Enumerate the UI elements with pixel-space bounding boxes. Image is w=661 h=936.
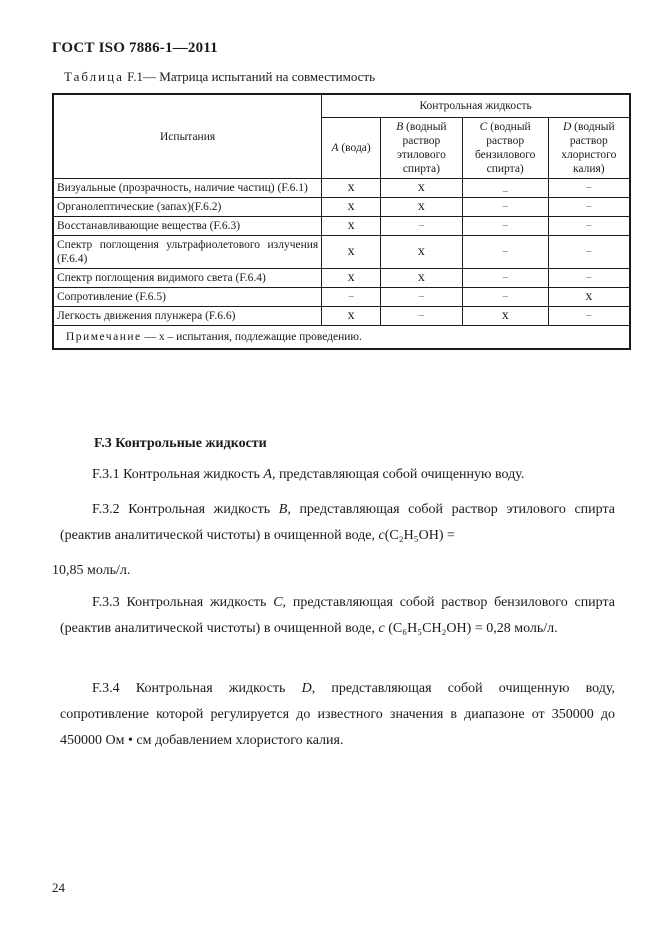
cell-a: x (322, 307, 381, 326)
column-header-c: C (водный раствор бензилового спирта) (462, 118, 548, 179)
table-row (53, 179, 630, 198)
table-row (53, 198, 630, 217)
cell-c: – (462, 236, 548, 269)
cell-b: x (381, 236, 463, 269)
cell-d: – (548, 217, 630, 236)
test-name-cell: Легкость движения плунжера (F.6.6) (53, 307, 322, 326)
table-row (53, 236, 630, 269)
column-header-d: D (водный раствор хлористого калия) (548, 118, 630, 179)
paragraph-f32-value: 10,85 моль/л. (52, 563, 131, 578)
cell-b: x (381, 179, 463, 198)
paragraph-f32: F.3.2 Контрольная жидкость B, представляющая собой раствор этилового спирта (реактив аналитической чистоты) в очищенной воде, c(C₂H₅OH) = (60, 502, 615, 543)
cell-d: – (548, 198, 630, 217)
table-body (53, 179, 630, 326)
cell-a: – (322, 288, 381, 307)
cell-c: – (462, 217, 548, 236)
test-name-cell: Восстанавливающие вещества (F.6.3) (53, 217, 322, 236)
table-caption-text: F.1— Матрица испытаний на совместимость (127, 69, 376, 84)
cell-b: x (381, 269, 463, 288)
cell-c: – (462, 269, 548, 288)
cell-c: _ (462, 179, 548, 198)
cell-a: x (322, 198, 381, 217)
cell-b: – (381, 217, 463, 236)
test-name-cell: Сопротивление (F.6.5) (53, 288, 322, 307)
test-name-cell: Спектр поглощения видимого света (F.6.4) (53, 269, 322, 288)
table-row (53, 288, 630, 307)
column-header-control-liquid: Контрольная жидкость (322, 94, 630, 118)
section-title: F.3 Контрольные жидкости (94, 436, 267, 451)
cell-b: – (381, 288, 463, 307)
table-row (53, 307, 630, 326)
cell-a: x (322, 179, 381, 198)
document-header: ГОСТ ISO 7886-1—2011 (52, 40, 218, 56)
test-name-cell: Спектр поглощения ультрафиолетового излучения (F.6.4) (53, 236, 322, 269)
cell-b: x (381, 198, 463, 217)
cell-a: x (322, 217, 381, 236)
cell-c: x (462, 307, 548, 326)
table-row (53, 269, 630, 288)
compatibility-matrix-table (52, 93, 631, 350)
table-header-row (53, 94, 630, 118)
test-name-cell: Визуальные (прозрачность, наличие частиц) (F.6.1) (53, 179, 322, 198)
column-header-a: A (вода) (322, 118, 381, 179)
cell-d: – (548, 307, 630, 326)
table-note: Примечание — x – испытания, подлежащие проведению. (53, 326, 630, 350)
paragraph-f34: F.3.4 Контрольная жидкость D, представляющая собой очищенную воду, сопротивление которой регулируется до известного значения в диапазоне от 350000 до 450000 Ом • см добавлением хлористого калия. (60, 681, 615, 748)
table-row (53, 217, 630, 236)
cell-a: x (322, 236, 381, 269)
page-number: 24 (52, 880, 65, 895)
cell-d: – (548, 179, 630, 198)
column-header-b: B (водный раствор этилового спирта) (381, 118, 463, 179)
paragraph-f33: F.3.3 Контрольная жидкость C, представляющая собой раствор бензилового спирта (реактив аналитической чистоты) в очищенной воде, c (C₆H₅CH₂OH) = 0,28 моль/л. (60, 595, 615, 636)
cell-c: – (462, 198, 548, 217)
cell-b: – (381, 307, 463, 326)
cell-a: x (322, 269, 381, 288)
cell-d: – (548, 236, 630, 269)
test-name-cell: Органолептические (запах)(F.6.2) (53, 198, 322, 217)
table-note-row (53, 326, 630, 350)
column-header-tests: Испытания (53, 94, 322, 179)
paragraph-f31: F.3.1 Контрольная жидкость A, представляющая собой очищенную воду. (92, 467, 525, 482)
cell-c: – (462, 288, 548, 307)
table-caption-label: Таблица (64, 69, 124, 84)
table-caption (64, 69, 375, 85)
cell-d: x (548, 288, 630, 307)
cell-d: – (548, 269, 630, 288)
